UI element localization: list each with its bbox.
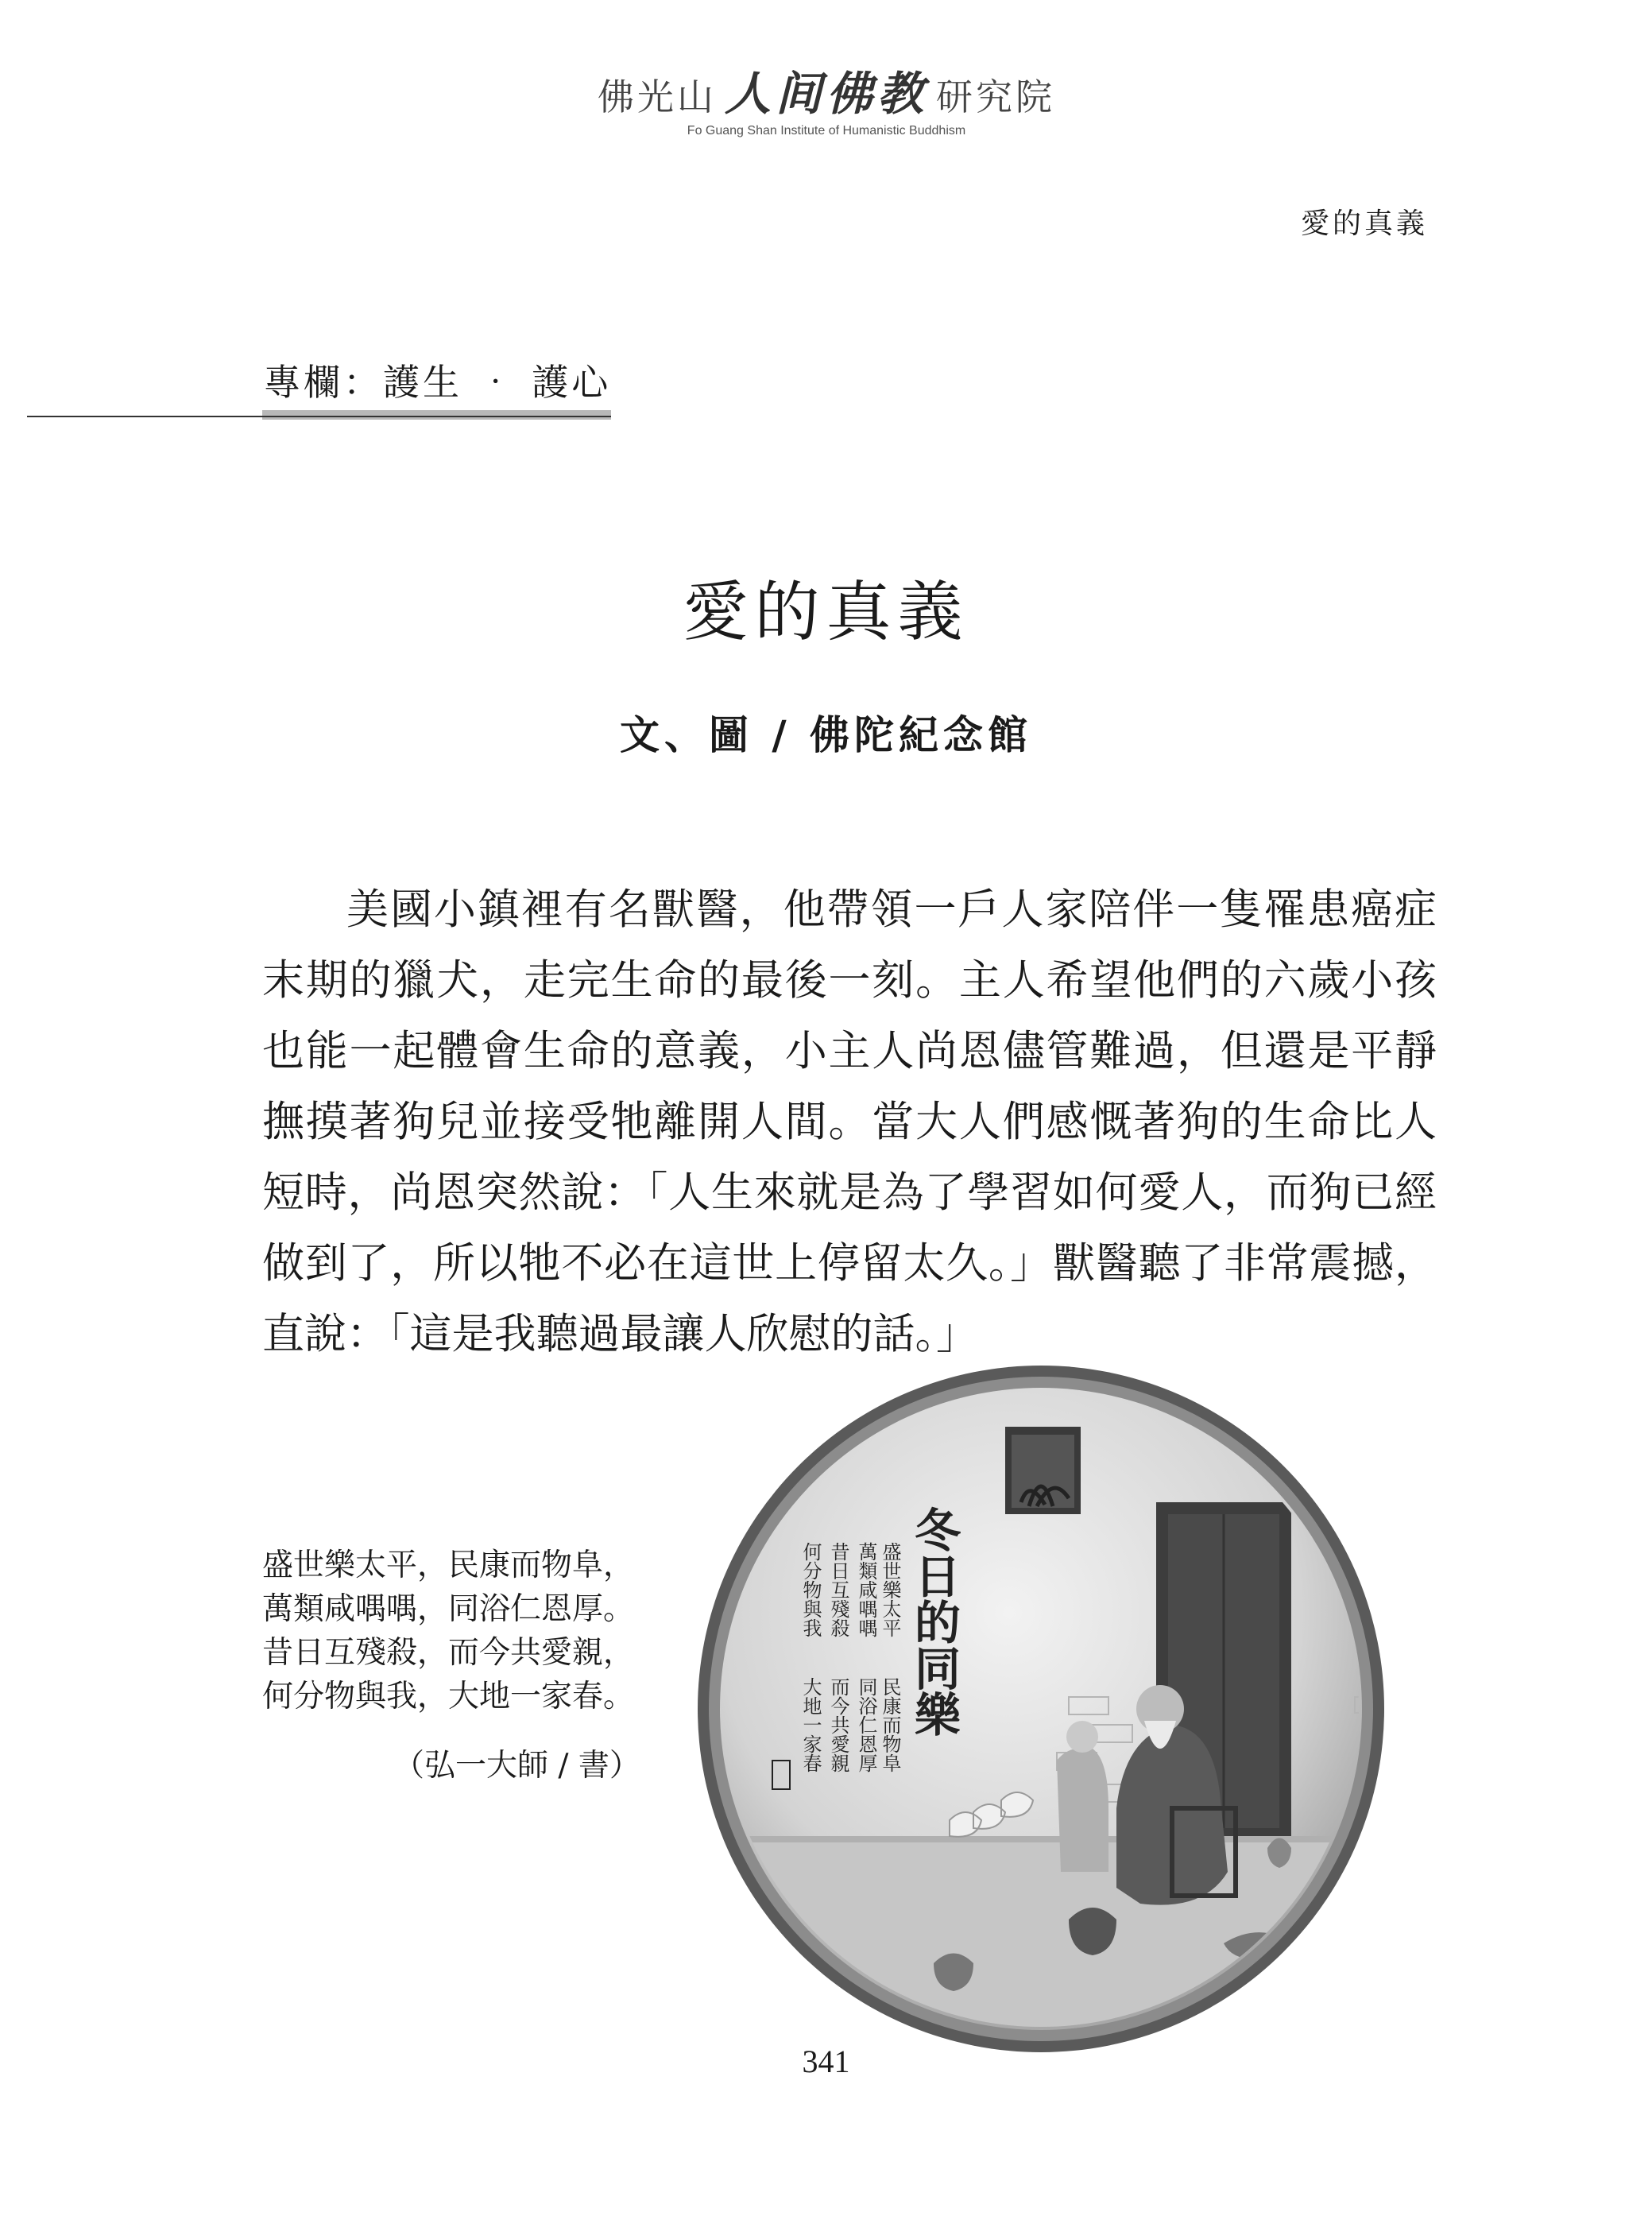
article-title: 愛的真義 xyxy=(683,575,969,650)
column-rule xyxy=(27,416,611,417)
running-title: 愛的真義 xyxy=(1300,207,1428,240)
painting-title-calligraphy: 冬日的同樂 xyxy=(907,1506,961,1737)
poem-line: 萬類咸喁喁，同浴仁恩厚。 xyxy=(262,1591,635,1627)
column-label: 專欄：護生 ‧ 護心 xyxy=(264,361,612,404)
painting-illustration xyxy=(695,1363,1387,2055)
column-label-underline xyxy=(262,410,611,420)
inscription-column: 何分物與我 xyxy=(799,1542,822,1637)
inscription-column: 而今共愛親 xyxy=(827,1677,849,1772)
logo-calligraphy: 人间佛教 xyxy=(724,67,928,121)
poem-line: 盛世樂太平，民康而物阜， xyxy=(262,1548,635,1583)
inscription-column: 萬類咸喁喁 xyxy=(855,1542,877,1637)
inscription-column: 大地一家春 xyxy=(799,1677,822,1772)
inscription-column: 盛世樂太平 xyxy=(879,1542,901,1637)
logo-suffix: 研究院 xyxy=(936,76,1055,118)
poem xyxy=(262,1544,634,1718)
logo-prefix: 佛光山 xyxy=(597,76,717,118)
inscription-column: 民康而物阜 xyxy=(879,1677,901,1772)
child-head xyxy=(1066,1721,1098,1753)
inscription-column: 昔日互殘殺 xyxy=(827,1542,849,1637)
logo-chinese xyxy=(556,67,1097,121)
byline: 文、圖 / 佛陀紀念館 xyxy=(619,711,1033,758)
child xyxy=(1057,1748,1108,1872)
logo-english: Fo Guang Shan Institute of Humanistic Buddhism xyxy=(687,124,966,138)
poem-credit: （弘一大師 / 書） xyxy=(393,1748,640,1784)
poem-line: 昔日互殘殺，而今共愛親， xyxy=(262,1635,635,1671)
circular-painting xyxy=(695,1363,1387,2055)
article-body xyxy=(262,874,1437,1370)
poem-line: 何分物與我，大地一家春。 xyxy=(262,1679,635,1714)
institute-logo xyxy=(556,67,1097,157)
page-number: 341 xyxy=(802,2044,850,2079)
inscription-column: 同浴仁恩厚 xyxy=(855,1677,877,1772)
article-paragraph: 美國小鎮裡有名獸醫，他帶領一戶人家陪伴一隻罹患癌症末期的獵犬，走完生命的最後一刻。主人希望他們的六歲小孩也能一起體會生命的意義，小主人尚恩儘管難過，但還是平靜撫摸著狗兒並接受牠離開人間。當大人們感慨著狗的生命比人短時，尚恩突然說：「人生來就是為了學習如何愛人，而狗已經做到了，所以牠不必在這世上停留太久。」獸醫聽了非常震撼，直說：「這是我聽過最讓人欣慰的話。」 xyxy=(262,885,1437,1358)
